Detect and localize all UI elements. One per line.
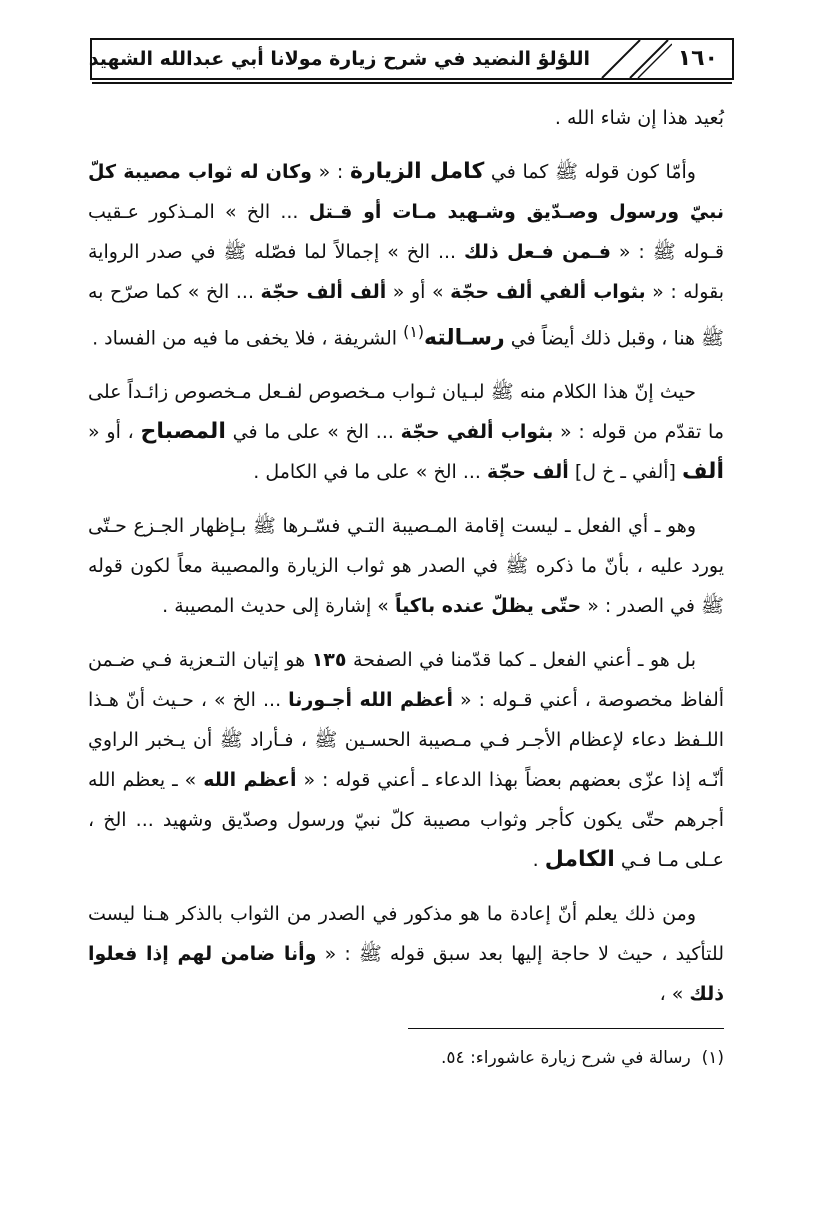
page-header [90, 38, 734, 80]
header-underline [92, 82, 732, 84]
paragraph: وأمّا كون قوله ﷺ كما في كامل الزيارة : « وكان له ثواب مصيبة كلّ نبيّ ورسول وصـدّيق وشـهيد مـات أو قـتل ... الخ » المـذكور عـقيب قـوله ﷺ : « فـمن فـعل ذلك ... الخ » إجمالاً لما فصّله ﷺ في صدر الرواية بقوله : « بثواب ألفي ألف حجّة » أو « ألف ألف حجّة ... الخ » كما صرّح به ﷺ هنا ، وقبل ذلك أيضاً في رسـالته$^{(١)}$ الشريفة ، فلا يخفى ما فيه من الفساد . [88, 159, 724, 351]
page-number: ١٦٠ [677, 46, 718, 71]
footnote [441, 1048, 724, 1068]
book-reference: الكامل [544, 847, 615, 873]
quoted-text: بثواب ألفي ألف حجّة [450, 281, 646, 303]
book-reference: كامل الزيارة [349, 159, 485, 184]
footnote-divider [408, 1028, 724, 1029]
paragraph: وهو ـ أي الفعل ـ ليست إقامة المـصيبة التـي فسّـرها ﷺ بـإظهار الجـزع حـتّى يورد عليه ، بأنّ ما ذكره ﷺ في الصدر هو ثواب الزيارة والمصيبة معاً لكون قوله ﷺ في الصدر : « حتّى يظلّ عنده باكياً » إشارة إلى حديث المصيبة . [88, 515, 724, 618]
quoted-text: ألف [681, 459, 724, 485]
header-slash-ornament-icon [596, 40, 672, 78]
quoted-text: وأنا ضامن لهم إذا فعلوا ذلك [88, 943, 724, 1006]
quoted-text: فـمن فـعل ذلك [464, 241, 611, 263]
page-body [88, 98, 724, 1028]
quoted-text: ألف حجّة [486, 461, 569, 484]
paragraph: حيث إنّ هذا الكلام منه ﷺ لبـيان ثـواب مـخصوص لفـعل مـخصوص زائـداً على ما تقدّم من قوله : « بثواب ألفي حجّة ... الخ » على ما في المصباح ، أو « ألف [ألفي ـ خ ل] ألف حجّة ... الخ » على ما في الكامل . [88, 381, 724, 485]
quoted-text: وكان له ثواب مصيبة كلّ نبيّ ورسول وصـدّيق وشـهيد مـات أو قـتل [88, 161, 724, 223]
quoted-text: حتّى يظلّ عنده باكياً [394, 595, 582, 618]
book-title: اللؤلؤ النضيد في شرح زيارة مولانا أبي عبدالله الشهيد [88, 48, 590, 70]
page-reference-number: ١٣٥ [311, 649, 347, 672]
book-reference: رسـالته [424, 325, 505, 351]
paragraph: بل هو ـ أعني الفعل ـ كما قدّمنا في الصفحة ١٣٥ هو إتيان التـعزية فـي ضـمن ألفاظ مخصوصة ، أعني قـوله : « أعظم الله أجـورنا ... الخ » ، حـيث أنّ هـذا اللـفظ دعاء لإعظام الأجـر فـي مـصيبة الحسـين ﷺ ، فـأراد ﷺ أن يـخبر الراوي أنّـه إذا عزّى بعضهم بعضاً بهذا الدعاء ـ أعني قوله : « أعظم الله » ـ يعظم الله أجرهم حتّى يكون كأجر وثواب مصيبة كلّ نبيّ ورسول وصدّيق وشهيد ... الخ ، عـلى مـا فـي الكامل . [88, 649, 725, 873]
quoted-text: أعظم الله أجـورنا [288, 689, 453, 712]
quoted-text: بثواب ألفي حجّة [400, 421, 554, 444]
footnote-number: (١) [701, 1048, 724, 1068]
quoted-text: ألف ألف حجّة [260, 281, 387, 303]
footnote-marker: (١) [403, 322, 425, 341]
footnote-text: رسالة في شرح زيارة عاشوراء: ٥٤. [441, 1048, 691, 1068]
quoted-text: أعظم الله [203, 769, 297, 792]
paragraph: ومن ذلك يعلم أنّ إعادة ما هو مذكور في الصدر من الثواب بالذكر هـنا ليست للتأكيد ، حيث لا حاجة إليها بعد سبق قوله ﷺ : « وأنا ضامن لهم إذا فعلوا ذلك » ، [88, 903, 724, 1006]
paragraph-continued: بُعيد هذا إن شاء الله . [554, 107, 724, 129]
book-reference: المصباح [140, 419, 226, 445]
